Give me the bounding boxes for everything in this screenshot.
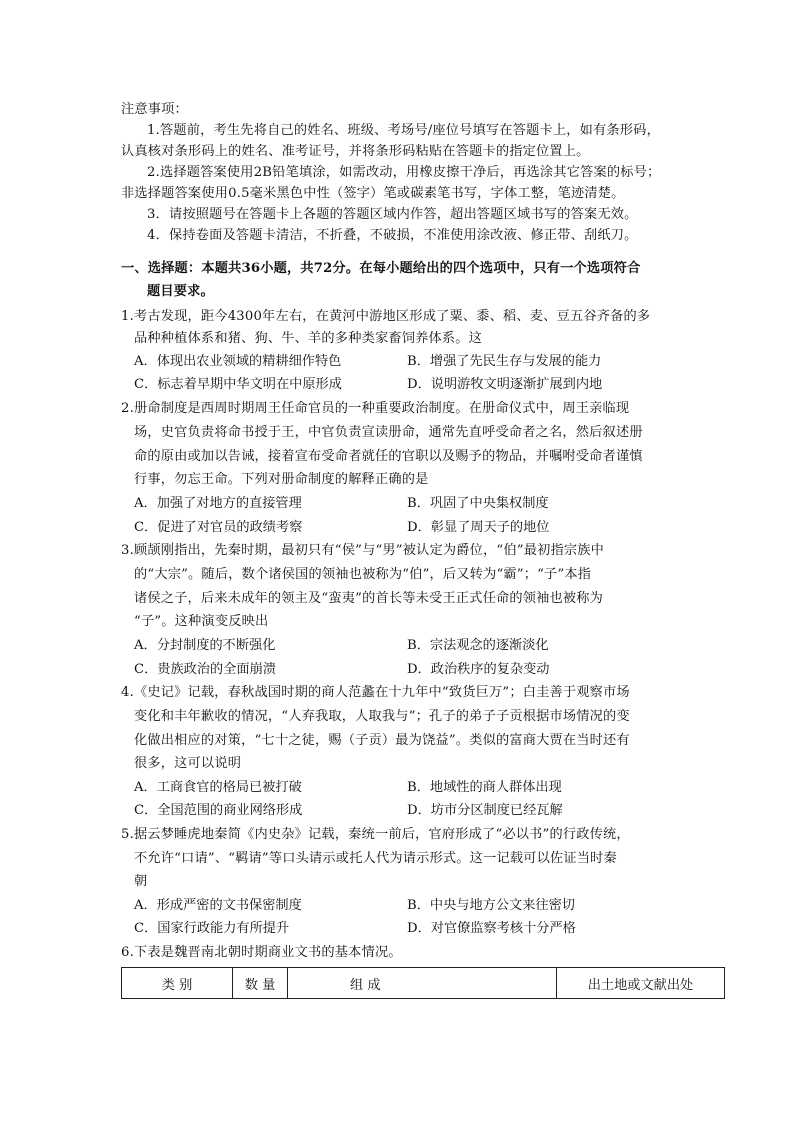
- question-4-line: 化做出相应的对策，“七十之徒，赐（子贡）最为饶益”。类似的富商大贾在当时还有: [134, 733, 630, 748]
- question-5-option-d: D．对官僚监察考核十分严格: [407, 921, 576, 936]
- question-1-line: 1.考古发现，距今4300年左右，在黄河中游地区形成了粟、黍、稻、麦、豆五谷齐备的多: [121, 309, 651, 324]
- question-6-line: 6.下表是魏晋南北朝时期商业文书的基本情况。: [121, 945, 402, 960]
- question-5-line: 5.据云梦睡虎地秦简《内史杂》记载，秦统一前后，官府形成了“必以书”的行政传统，: [121, 827, 630, 842]
- notice-item: 非选择题答案使用0.5毫米黑色中性（签字）笔或碳素笔书写，字体工整，笔迹清楚。: [121, 186, 625, 201]
- question-2-option-d: D．彰显了周天子的地位: [407, 520, 550, 535]
- question-1-option-c: C．标志着早期中华文明在中原形成: [134, 377, 342, 392]
- table-header-composition: 组 成: [288, 968, 557, 999]
- question-3-line: “子”。这种演变反映出: [134, 614, 269, 629]
- question-4-option-d: D．坊市分区制度已经瓦解: [407, 803, 563, 818]
- question-2-option-a: A．加强了对地方的直接管理: [134, 496, 302, 511]
- table-header-category: 类 别: [122, 968, 233, 999]
- table-header-source: 出土地或文献出处: [557, 968, 725, 999]
- question-3-option-a: A．分封制度的不断强化: [134, 638, 276, 653]
- question-5-option-c: C．国家行政能力有所提升: [134, 921, 290, 936]
- question-3-line: 3.顾颉刚指出，先秦时期，最初只有“侯”与“男”被认定为爵位，“伯”最初指宗族中: [121, 543, 605, 558]
- table-header-row: [122, 968, 725, 999]
- notice-item: 3．请按照题号在答题卡上各题的答题区域内作答，超出答题区域书写的答案无效。: [147, 207, 638, 222]
- question-2-line: 命的原由或加以告诫，接着宣布受命者就任的官职以及赐予的物品，并嘱咐受命者谨慎: [134, 449, 643, 464]
- question-2-line: 行事，勿忘王命。下列对册命制度的解释正确的是: [134, 472, 429, 487]
- notice-item: 认真核对条形码上的姓名、准考证号，并将条形码粘贴在答题卡的指定位置上。: [121, 144, 590, 159]
- question-4-line: 很多，这可以说明: [134, 756, 242, 771]
- question-3-option-d: D．政治秩序的复杂变动: [407, 662, 550, 677]
- question-4-option-b: B．地域性的商人群体出现: [407, 780, 562, 795]
- question-4-option-a: A．工商食官的格局已被打破: [134, 780, 302, 795]
- question-2-line: 2.册命制度是西周时期周王任命官员的一种重要政治制度。在册命仪式中，周王亲临现: [121, 401, 630, 416]
- section-heading: 一、选择题：本题共36小题，共72分。在每小题给出的四个选项中，只有一个选项符合: [121, 261, 641, 276]
- question-3-option-c: C．贵族政治的全面崩溃: [134, 662, 276, 677]
- notice-item: 2.选择题答案使用2B铅笔填涂，如需改动，用橡皮擦干净后，再选涂其它答案的标号；: [147, 165, 661, 180]
- notice-item: 1.答题前，考生先将自己的姓名、班级、考场号/座位号填写在答题卡上，如有条形码，: [147, 123, 660, 138]
- question-4-line: 变化和丰年歉收的情况，“人弃我取，人取我与”；孔子的弟子子贡根据市场情况的变: [134, 709, 630, 724]
- question-6-table: [121, 967, 725, 999]
- question-4-option-c: C．全国范围的商业网络形成: [134, 803, 303, 818]
- question-4-line: 4.《史记》记载，春秋战国时期的商人范蠡在十九年中“致货巨万”；白圭善于观察市场: [121, 685, 630, 700]
- question-3-line: 诸侯之子，后来未成年的领主及“蛮夷”的首长等未受王正式任命的领袖也被称为: [134, 591, 604, 606]
- question-3-line: 的“大宗”。随后，数个诸侯国的领袖也被称为“伯”，后又转为“霸”；“子”本指: [134, 567, 592, 582]
- section-heading-cont: 题目要求。: [147, 284, 214, 299]
- notice-title: 注意事项：: [121, 102, 188, 117]
- question-2-option-b: B．巩固了中央集权制度: [407, 496, 549, 511]
- question-1-option-d: D．说明游牧文明逐渐扩展到内地: [407, 377, 603, 392]
- question-2-option-c: C．促进了对官员的政绩考察: [134, 520, 303, 535]
- question-3-option-b: B．宗法观念的逐渐淡化: [407, 638, 549, 653]
- notice-item: 4．保持卷面及答题卡清洁，不折叠，不破损，不准使用涂改液、修正带、刮纸刀。: [147, 228, 638, 243]
- question-1-line: 品种种植体系和猪、狗、牛、羊的多种类家畜饲养体系。这: [134, 331, 483, 346]
- question-5-option-b: B．中央与地方公文来往密切: [407, 898, 575, 913]
- question-2-line: 场，史官负责将命书授于王，中官负责宣读册命，通常先直呼受命者之名，然后叙述册: [134, 425, 643, 440]
- question-1-option-a: A．体现出农业领域的精耕细作特色: [134, 354, 342, 369]
- table-header-quantity: 数 量: [233, 968, 288, 999]
- question-5-line: 不允许“口请”、“羁请”等口头请示或托人代为请示形式。这一记载可以佐证当时秦: [134, 851, 617, 866]
- question-1-option-b: B．增强了先民生存与发展的能力: [407, 354, 602, 369]
- question-5-option-a: A．形成严密的文书保密制度: [134, 898, 302, 913]
- question-5-line: 朝: [134, 874, 148, 889]
